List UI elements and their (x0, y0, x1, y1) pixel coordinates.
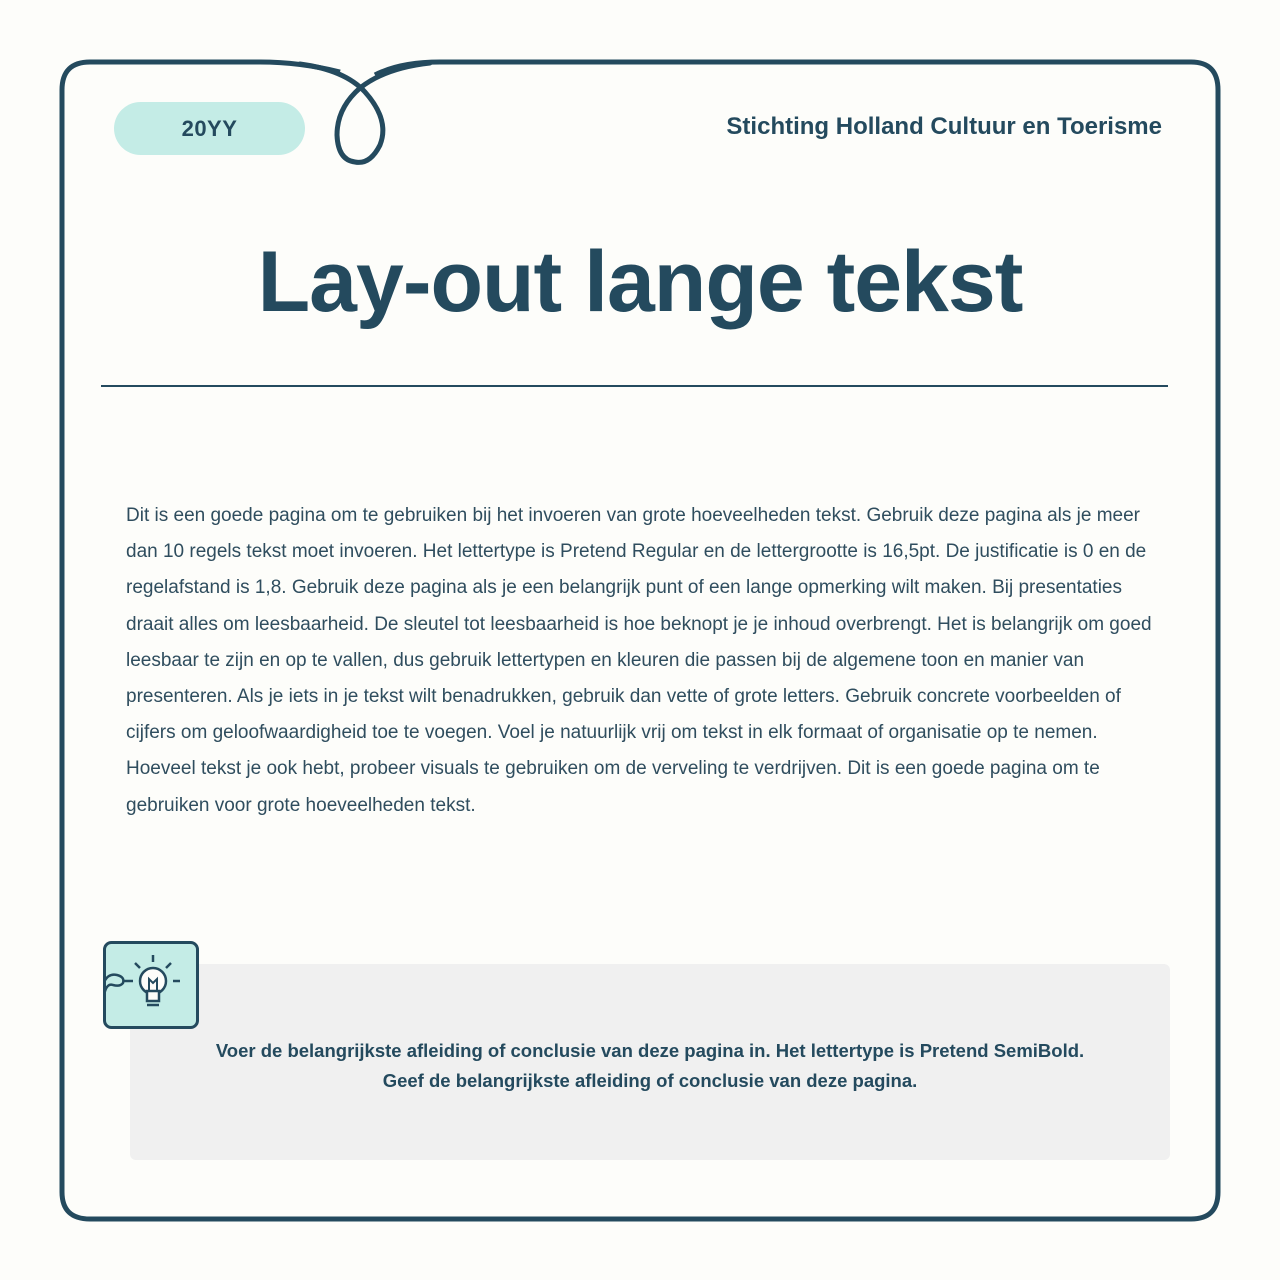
callout-text (130, 1036, 1170, 1096)
callout-line-2: Geef de belangrijkste afleiding of conclusie van deze pagina. (382, 1070, 918, 1091)
lightbulb-icon (103, 941, 199, 1029)
callout-line-1: Voer de belangrijkste afleiding of conclusie van deze pagina in. Het lettertype is Pretend SemiBold. (215, 1040, 1085, 1061)
year-badge-label: 20YY (181, 115, 238, 141)
page-title: Lay-out lange tekst (257, 234, 1023, 330)
organization-name: Stichting Holland Cultuur en Toerisme (726, 113, 1162, 140)
title-divider (101, 385, 1168, 387)
year-badge (114, 102, 305, 155)
body-paragraph: Dit is een goede pagina om te gebruiken bij het invoeren van grote hoeveelheden tekst. Gebruik deze pagina als je meer dan 10 regels tekst moet invoeren. Het lettertype is Pretend Regular en de lettergrootte is 16,5pt. De justificatie is 0 en de regelafstand is 1,8. Gebruik deze pagina als je een belangrijk punt of een lange opmerking wilt maken. Bij presentaties draait alles om leesbaarheid. De sleutel tot leesbaarheid is hoe beknopt je je inhoud overbrengt. Het is belangrijk om goed leesbaar te zijn en op te vallen, dus gebruik lettertypen en kleuren die passen bij de algemene toon en manier van presenteren. Als je iets in je tekst wilt benadrukken, gebruik dan vette of grote letters. Gebruik concrete voorbeelden of cijfers om geloofwaardigheid toe te voegen. Voel je natuurlijk vrij om tekst in elk formaat of organisatie op te nemen. Hoeveel tekst je ook hebt, probeer visuals te gebruiken om de verveling te verdrijven. Dit is een goede pagina om te gebruiken voor grote hoeveelheden tekst. (126, 505, 1152, 816)
